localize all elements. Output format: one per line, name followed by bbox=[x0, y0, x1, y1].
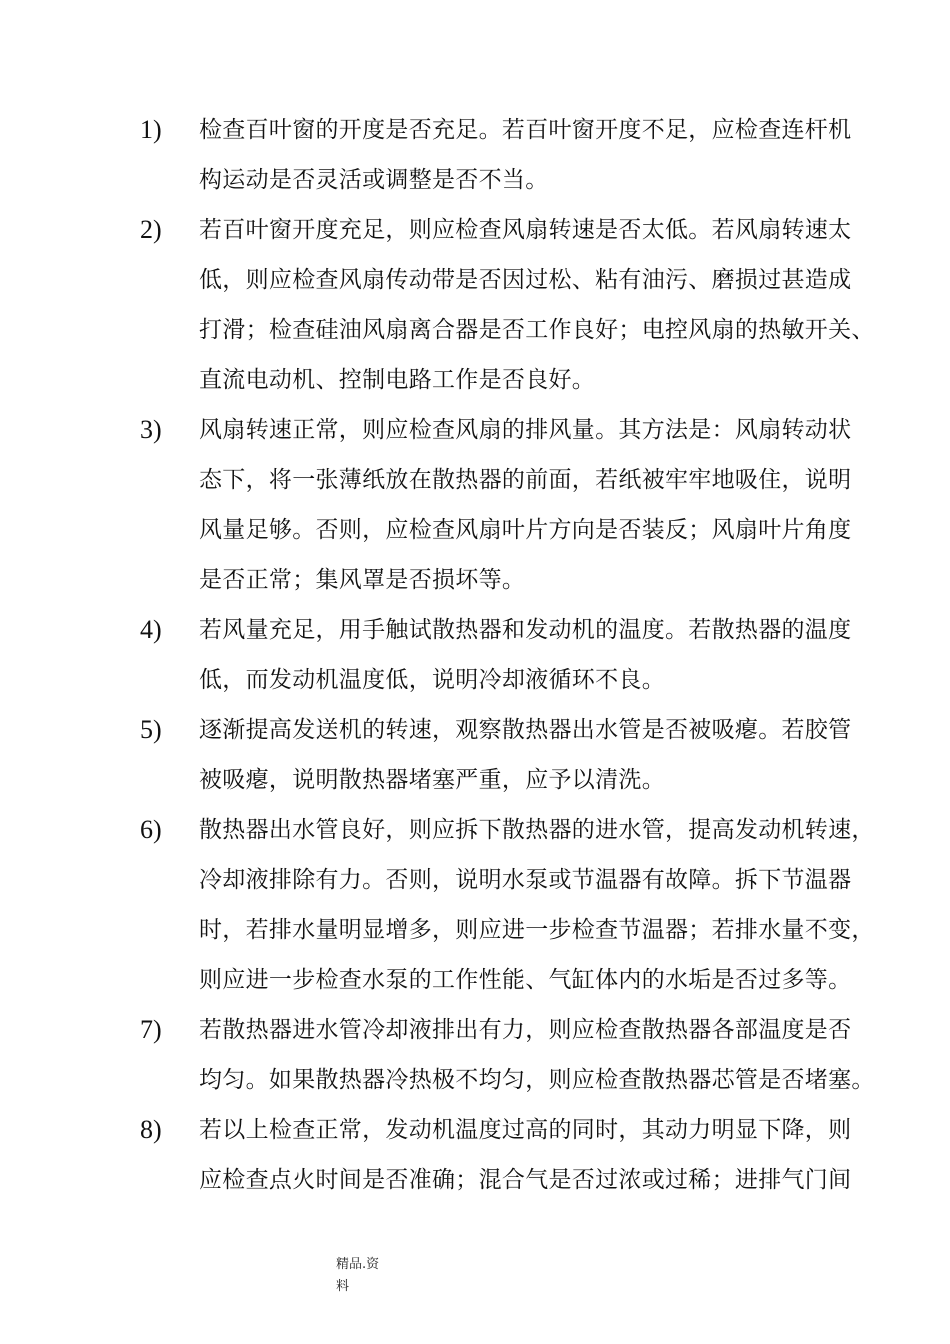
list-item-number: 1) bbox=[140, 115, 162, 144]
list-item-line: 若以上检查正常，发动机温度过高的同时，其动力明显下降，则 bbox=[199, 1117, 852, 1143]
list-item-line: 均匀。如果散热器冷热极不均匀，则应检查散热器芯管是否堵塞。 bbox=[199, 1067, 875, 1093]
list-item-line: 则应进一步检查水泵的工作性能、气缸体内的水垢是否过多等。 bbox=[199, 967, 852, 993]
list-item-text bbox=[199, 205, 944, 405]
list-item-line: 冷却液排除有力。否则，说明水泵或节温器有故障。拆下节温器 bbox=[199, 867, 852, 893]
footer-line-1: 精品.资 bbox=[336, 1257, 380, 1272]
list-item-line: 逐渐提高发送机的转速，观察散热器出水管是否被吸瘪。若胶管 bbox=[199, 717, 852, 743]
list-item-line: 态下，将一张薄纸放在散热器的前面，若纸被牢牢地吸住，说明 bbox=[199, 467, 852, 493]
list-item-line: 低，而发动机温度低，说明冷却液循环不良。 bbox=[199, 667, 665, 693]
list-item-line: 是否正常；集风罩是否损坏等。 bbox=[199, 567, 526, 593]
list-item-line: 构运动是否灵活或调整是否不当。 bbox=[199, 167, 549, 193]
footer-line-2: 料 bbox=[336, 1279, 350, 1294]
list-item-number: 8) bbox=[140, 1115, 162, 1144]
list-item-number: 3) bbox=[140, 415, 162, 444]
list-item-number: 2) bbox=[140, 215, 162, 244]
list-item-number: 4) bbox=[140, 615, 162, 644]
list-item-line: 应检查点火时间是否准确；混合气是否过浓或过稀；进排气门间 bbox=[199, 1167, 852, 1193]
list-item-number: 5) bbox=[140, 715, 162, 744]
list-item-line: 低，则应检查风扇传动带是否因过松、粘有油污、磨损过甚造成 bbox=[199, 267, 852, 293]
list-item-line: 散热器出水管良好，则应拆下散热器的进水管，提高发动机转速， bbox=[199, 817, 875, 843]
list-item-text bbox=[199, 1105, 944, 1205]
list-item-line: 风扇转速正常，则应检查风扇的排风量。其方法是：风扇转动状 bbox=[199, 417, 852, 443]
list-item-line: 时，若排水量明显增多，则应进一步检查节温器；若排水量不变， bbox=[199, 917, 875, 943]
list-item-line: 若散热器进水管冷却液排出有力，则应检查散热器各部温度是否 bbox=[199, 1017, 852, 1043]
list-item-line: 若百叶窗开度充足，则应检查风扇转速是否太低。若风扇转速太 bbox=[199, 217, 852, 243]
list-item-line: 打滑；检查硅油风扇离合器是否工作良好；电控风扇的热敏开关、 bbox=[199, 317, 875, 343]
list-item-number: 7) bbox=[140, 1015, 162, 1044]
list-item-text bbox=[199, 105, 944, 205]
list-item-line: 检查百叶窗的开度是否充足。若百叶窗开度不足，应检查连杆机 bbox=[199, 117, 852, 143]
list-item-text bbox=[199, 1005, 944, 1105]
list-item-line: 风量足够。否则，应检查风扇叶片方向是否装反；风扇叶片角度 bbox=[199, 517, 852, 543]
page-footer bbox=[336, 1254, 396, 1298]
list-item-text bbox=[199, 605, 944, 705]
list-item-text bbox=[199, 805, 944, 1005]
list-item-number: 6) bbox=[140, 815, 162, 844]
list-item-line: 直流电动机、控制电路工作是否良好。 bbox=[199, 367, 596, 393]
list-item-text bbox=[199, 405, 944, 605]
list-item-line: 若风量充足，用手触试散热器和发动机的温度。若散热器的温度 bbox=[199, 617, 852, 643]
list-item-line: 被吸瘪，说明散热器堵塞严重，应予以清洗。 bbox=[199, 767, 665, 793]
list-item-text bbox=[199, 705, 944, 805]
